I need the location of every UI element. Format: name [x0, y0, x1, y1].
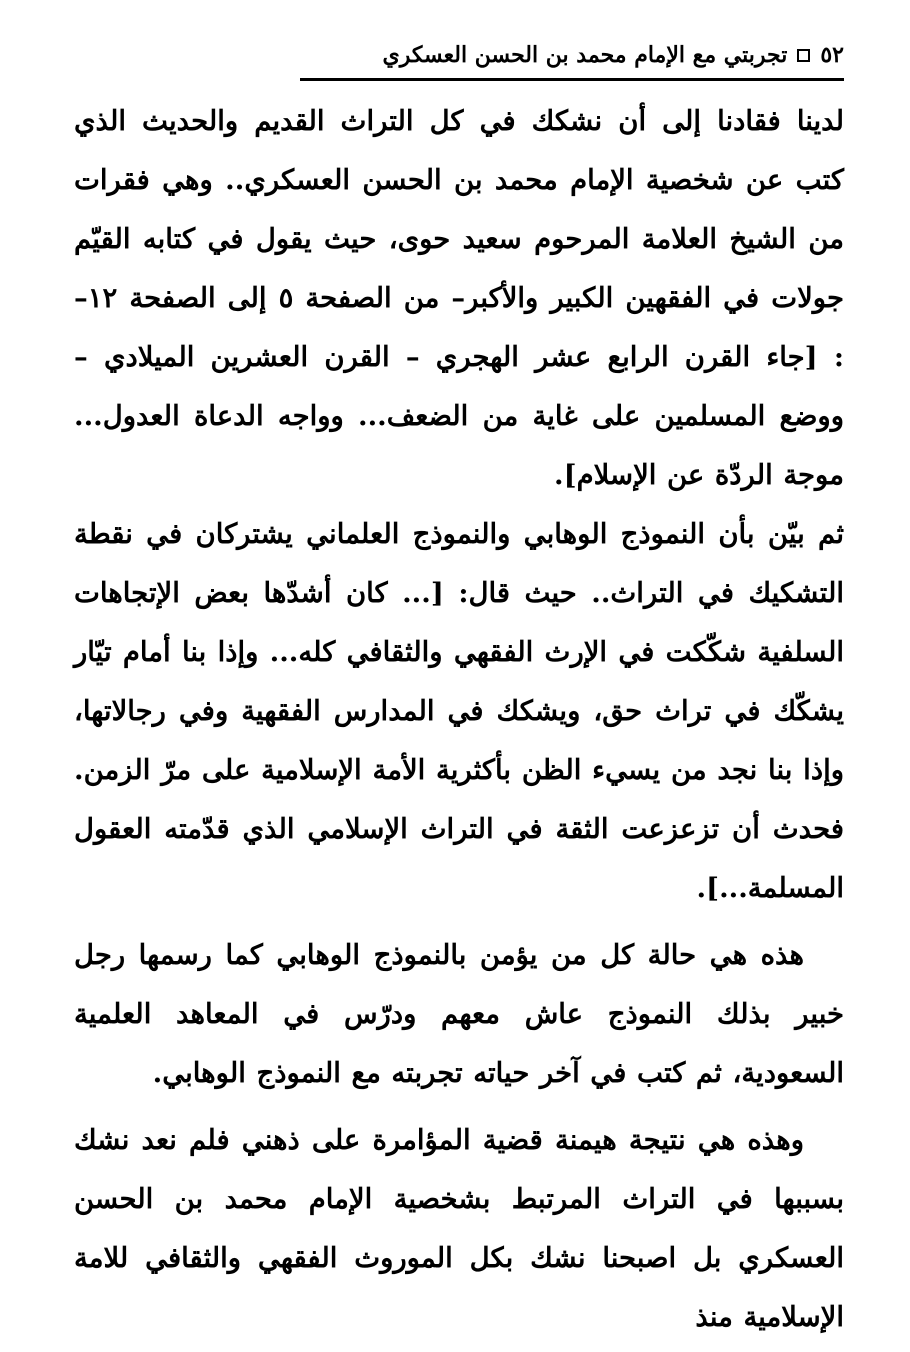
running-header	[300, 34, 844, 81]
running-title: تجربتي مع الإمام محمد بن الحسن العسكري	[382, 42, 788, 68]
paragraph-3: هذه هي حالة كل من يؤمن بالنموذج الوهابي كما رسمها رجل خبير بذلك النموذج عاش معهم ودرّس في المعاهد العلمية السعودية، ثم كتب في آخر حياته تجربته مع النموذج الوهابي.	[74, 939, 844, 1089]
paragraph-1: لدينا فقادنا إلى أن نشكك في كل التراث القديم والحديث الذي كتب عن شخصية الإمام محمد بن الحسن العسكري.. وهي فقرات من الشيخ العلامة المرحوم سعيد حوى، حيث يقول في كتابه القيّم جولات في الفقهين الكبير والأكبر– من الصفحة ٥ إلى الصفحة ١٢– : [جاء القرن الرابع عشر الهجري – القرن العشرين الميلادي – ووضع المسلمين على غاية من الضعف... وواجه الدعاة العدول... موجة الردّة عن الإسلام].	[74, 105, 844, 491]
page-number: ٥٢	[820, 42, 844, 68]
paragraph-2: ثم بيّن بأن النموذج الوهابي والنموذج العلماني يشتركان في نقطة التشكيك في التراث.. حيث قال: [... كان أشدّها بعض الإتجاهات السلفية شكّكت في الإرث الفقهي والثقافي كله... وإذا بنا أمام تيّار يشكّك في تراث حق، ويشكك في المدارس الفقهية وفي رجالاتها، وإذا بنا نجد من يسيء الظن بأكثرية الأمة الإسلامية على مرّ الزمن. فحدث أن تزعزعت الثقة في التراث الإسلامي الذي قدّمته العقول المسلمة...].	[74, 518, 844, 904]
body-text	[74, 92, 844, 1347]
paragraph-4: وهذه هي نتيجة هيمنة قضية المؤامرة على ذهني فلم نعد نشك بسببها في التراث المرتبط بشخصية الإمام محمد بن الحسن العسكري بل اصبحنا نشك بكل الموروث الفقهي والثقافي للامة الإسلامية منذ	[74, 1124, 844, 1333]
separator-square-icon	[797, 49, 810, 62]
